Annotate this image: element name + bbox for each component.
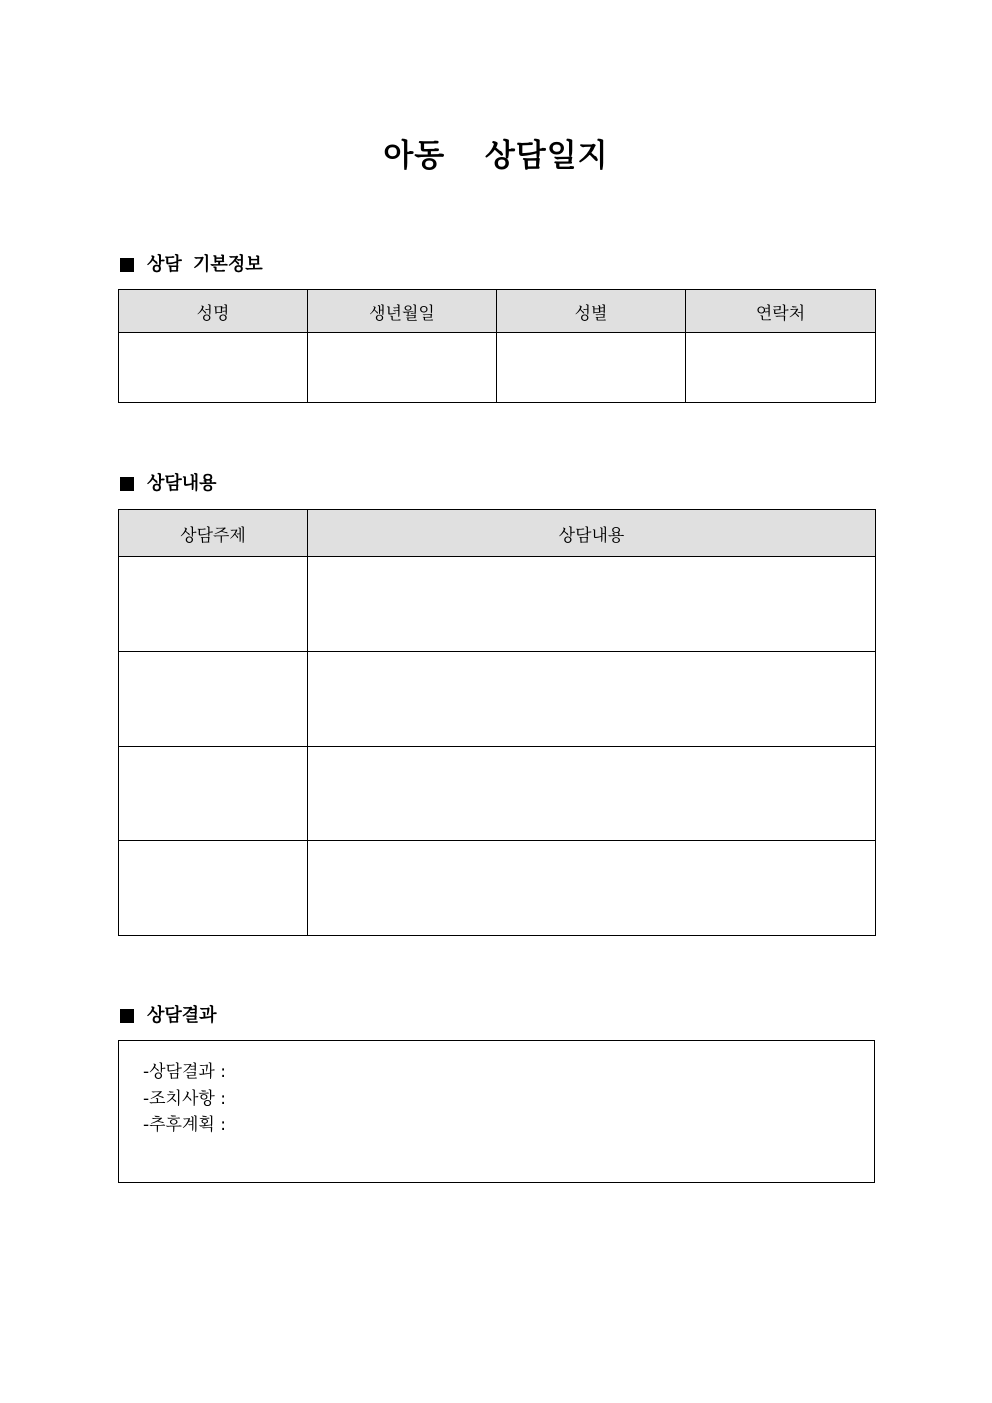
section-heading-basic-info bbox=[120, 253, 263, 277]
column-header-name: 성명 bbox=[119, 290, 308, 333]
section-heading-label: 상담 기본정보 bbox=[147, 254, 263, 275]
column-header-detail: 상담내용 bbox=[308, 510, 876, 557]
topic-field[interactable] bbox=[119, 747, 308, 841]
square-bullet-icon bbox=[120, 1009, 134, 1023]
section-heading-label: 상담결과 bbox=[147, 1005, 217, 1026]
contact-field[interactable] bbox=[686, 333, 876, 403]
detail-field[interactable] bbox=[308, 652, 876, 747]
table-row bbox=[119, 333, 876, 403]
section-heading-label: 상담내용 bbox=[147, 473, 217, 494]
section-heading-content bbox=[120, 472, 217, 496]
table-row bbox=[119, 747, 876, 841]
section-heading-result bbox=[120, 1004, 217, 1028]
table-header-row bbox=[119, 290, 876, 333]
gender-field[interactable] bbox=[497, 333, 686, 403]
column-header-topic: 상담주제 bbox=[119, 510, 308, 557]
topic-field[interactable] bbox=[119, 557, 308, 652]
square-bullet-icon bbox=[120, 258, 134, 272]
basic-info-table bbox=[118, 289, 876, 403]
table-row bbox=[119, 841, 876, 936]
birthdate-field[interactable] bbox=[308, 333, 497, 403]
column-header-birthdate: 생년월일 bbox=[308, 290, 497, 333]
result-lines bbox=[143, 1059, 226, 1139]
detail-field[interactable] bbox=[308, 557, 876, 652]
detail-field[interactable] bbox=[308, 841, 876, 936]
result-line-action: -조치사항 : bbox=[143, 1088, 226, 1109]
result-line-outcome: -상담결과 : bbox=[143, 1062, 226, 1082]
column-header-contact: 연락처 bbox=[686, 290, 876, 333]
document-title: 아동 상담일지 bbox=[383, 138, 609, 174]
column-header-gender: 성별 bbox=[497, 290, 686, 333]
topic-field[interactable] bbox=[119, 652, 308, 747]
detail-field[interactable] bbox=[308, 747, 876, 841]
square-bullet-icon bbox=[120, 477, 134, 491]
table-row bbox=[119, 652, 876, 747]
result-box[interactable] bbox=[118, 1040, 875, 1183]
topic-field[interactable] bbox=[119, 841, 308, 936]
table-row bbox=[119, 557, 876, 652]
table-header-row bbox=[119, 510, 876, 557]
name-field[interactable] bbox=[119, 333, 308, 403]
result-line-plan: -추후계획 : bbox=[143, 1115, 226, 1135]
content-table bbox=[118, 509, 876, 936]
